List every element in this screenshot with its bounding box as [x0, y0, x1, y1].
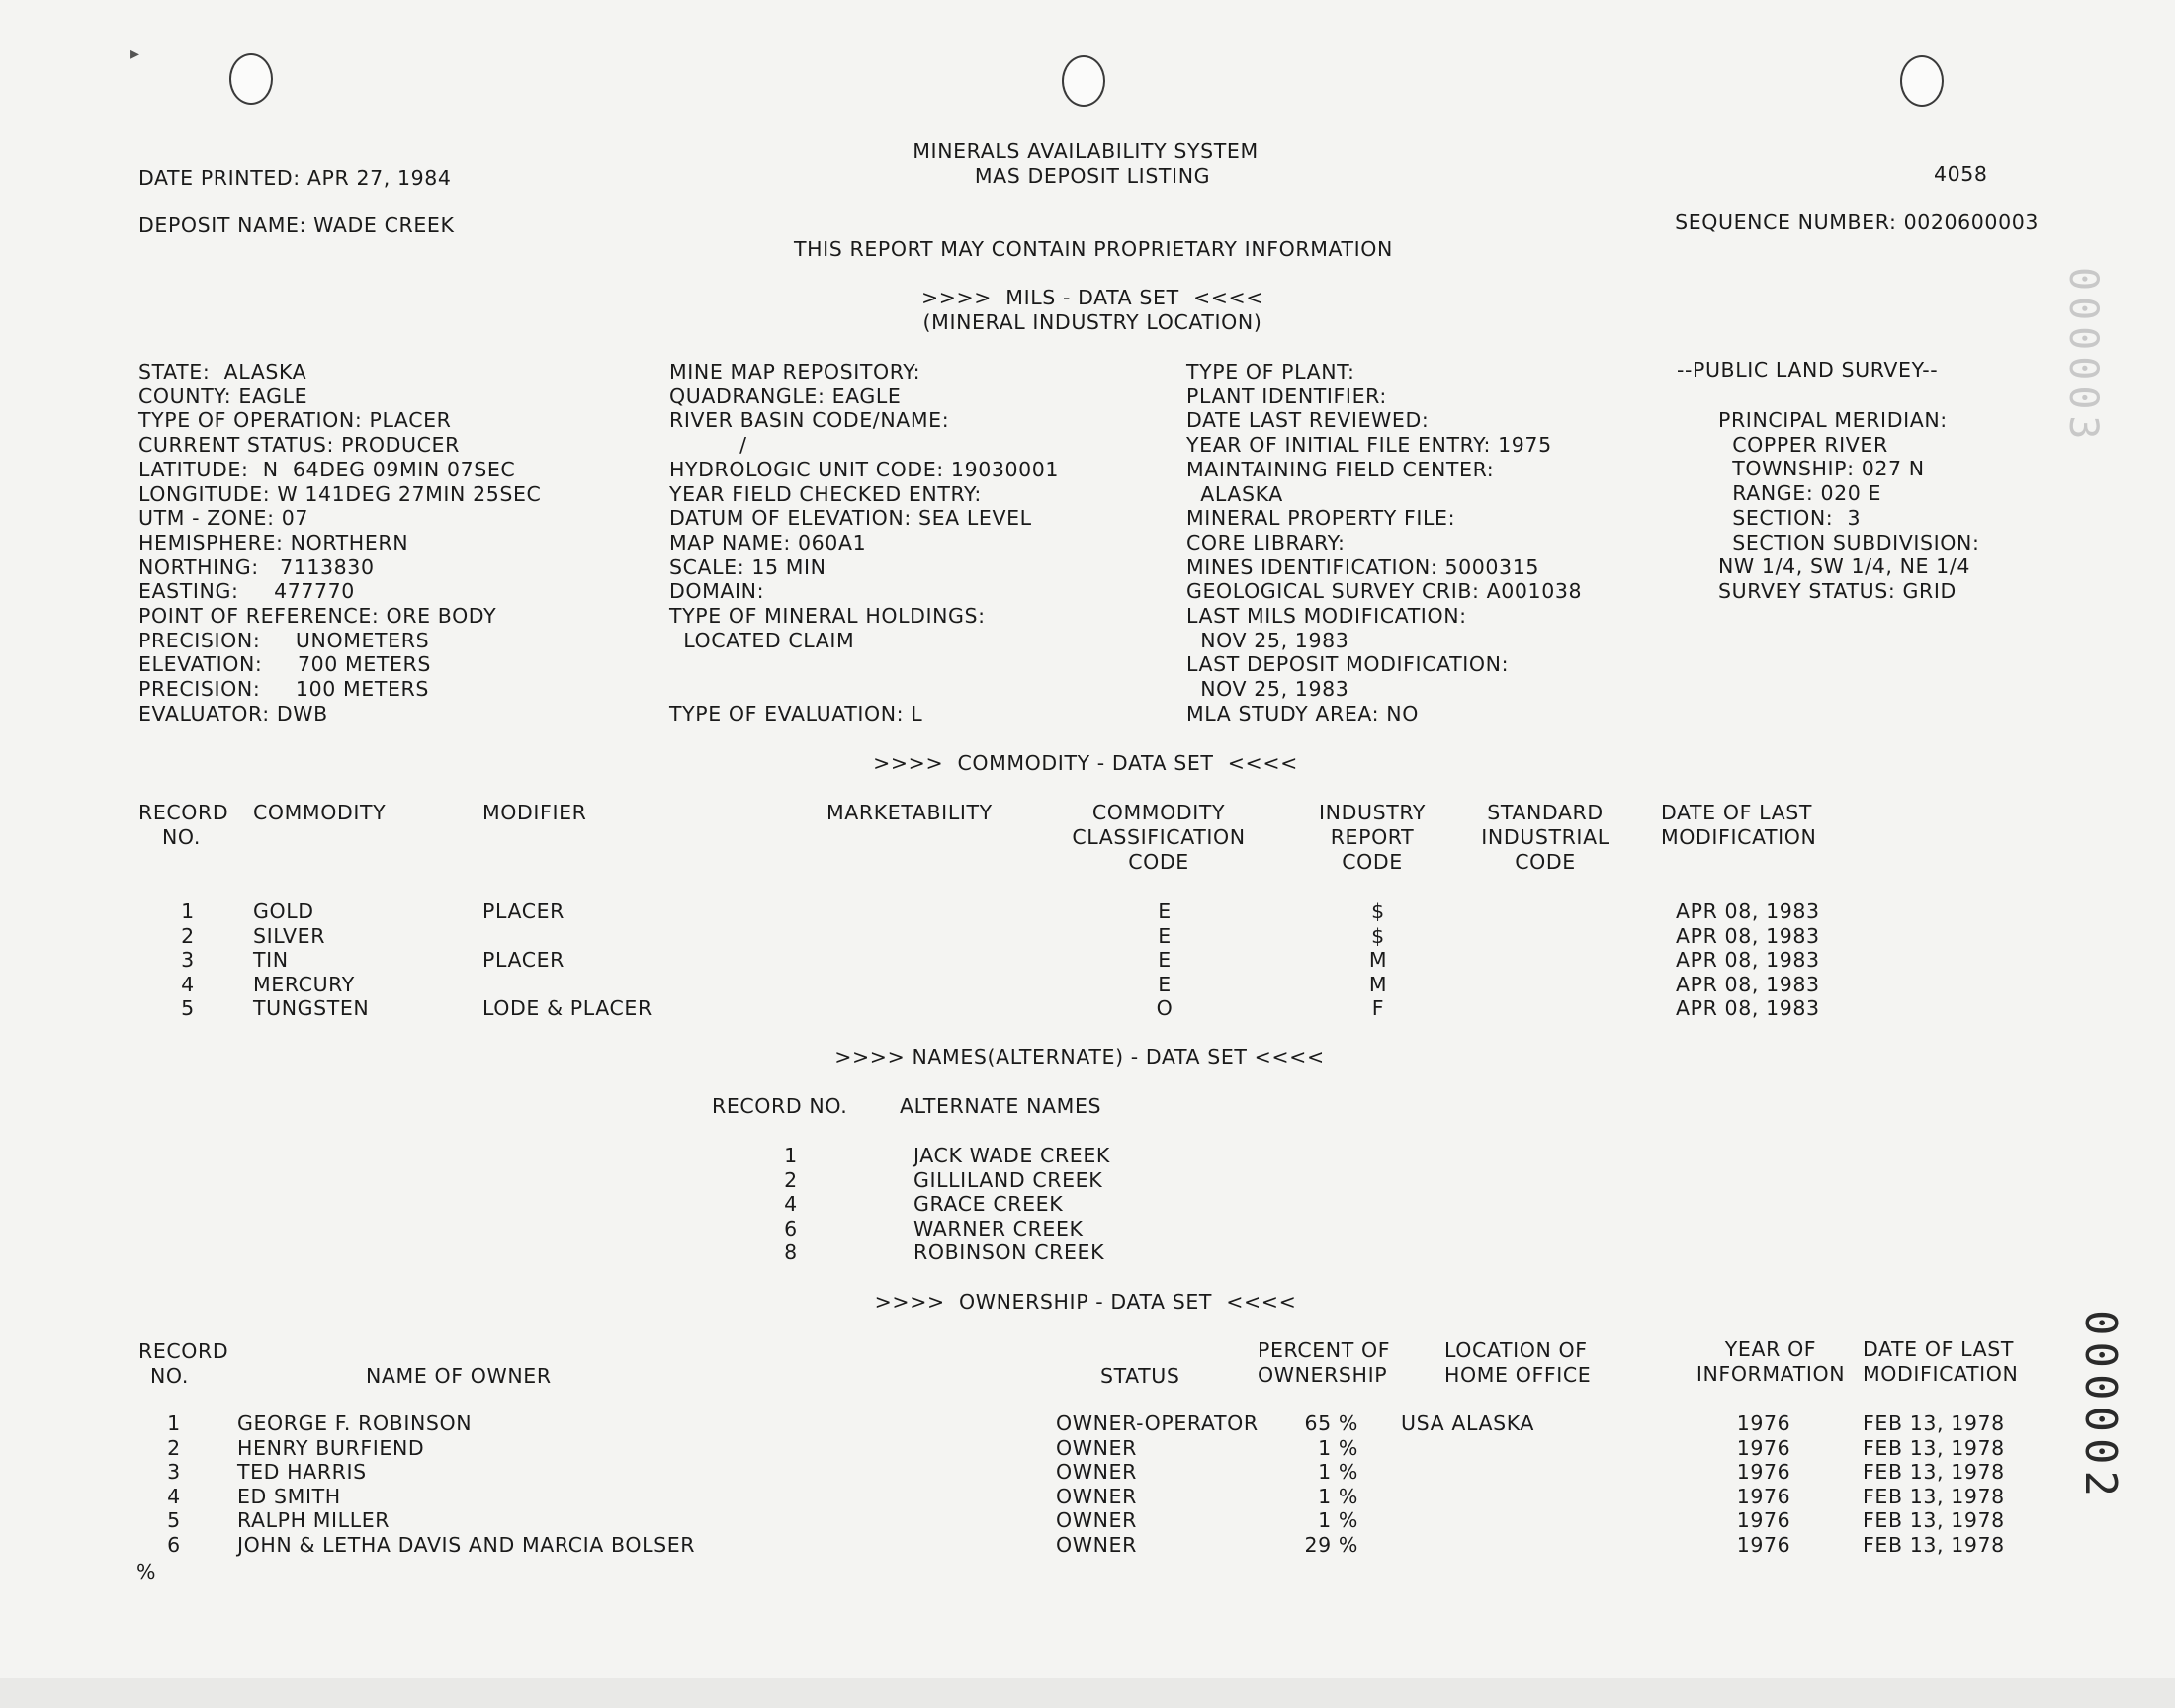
commodity-modified-date: APR 08, 1983 [1676, 924, 1820, 948]
commodity-industry-code: $ [1371, 924, 1385, 948]
commodity-modifier: PLACER [482, 899, 566, 923]
mils-col1-line: COUNTY: EAGLE [138, 384, 308, 408]
scan-speck: ▸ [130, 43, 140, 64]
commodity-modifier: PLACER [482, 948, 566, 972]
mils-col1-line: UTM - ZONE: 07 [138, 506, 309, 530]
ownership-header-status: STATUS [1100, 1364, 1180, 1388]
mils-col2-line: TYPE OF MINERAL HOLDINGS: [669, 604, 986, 628]
mils-col1-line: EASTING: 477770 [138, 579, 355, 603]
owner-info-year: 1976 [1736, 1411, 1791, 1435]
commodity-name: SILVER [253, 924, 326, 948]
ownership-header-record-2: NO. [150, 1364, 189, 1388]
commodity-header-industry-1: INDUSTRY [1319, 801, 1426, 824]
owner-percent: 1 % [1318, 1460, 1358, 1484]
alternate-name: GRACE CREEK [914, 1192, 1064, 1216]
owner-info-year: 1976 [1736, 1533, 1791, 1557]
commodity-name: TIN [253, 948, 289, 972]
page-bottom-edge [0, 1678, 2175, 1708]
mils-col1-line: HEMISPHERE: NORTHERN [138, 531, 409, 555]
owner-percent: 1 % [1318, 1508, 1358, 1532]
owner-percent: 1 % [1318, 1485, 1358, 1508]
commodity-industry-code: M [1368, 948, 1388, 972]
mils-col1-line: LONGITUDE: W 141DEG 27MIN 25SEC [138, 482, 542, 506]
listing-title: MAS DEPOSIT LISTING [974, 164, 1211, 188]
mils-col3-line: NOV 25, 1983 [1186, 677, 1349, 701]
owner-status: OWNER [1056, 1460, 1137, 1484]
commodity-class-code: E [1158, 899, 1172, 923]
commodity-industry-code: F [1371, 996, 1385, 1020]
commodity-record-no: 5 [181, 996, 195, 1020]
ownership-header-year-2: INFORMATION [1696, 1362, 1846, 1386]
alternate-name-record-no: 6 [784, 1217, 798, 1240]
ownership-title: >>>> OWNERSHIP - DATA SET <<<< [874, 1290, 1297, 1314]
commodity-header-class-2: CLASSIFICATION [1072, 825, 1246, 849]
owner-percent: 29 % [1304, 1533, 1358, 1557]
plss-line: SURVEY STATUS: GRID [1718, 579, 1957, 603]
ownership-header-name: NAME OF OWNER [366, 1364, 552, 1388]
commodity-record-no: 1 [181, 899, 195, 923]
commodity-modified-date: APR 08, 1983 [1676, 948, 1820, 972]
owner-record-no: 5 [167, 1508, 181, 1532]
mils-col1-line: EVALUATOR: DWB [138, 702, 328, 726]
deposit-name: DEPOSIT NAME: WADE CREEK [138, 214, 455, 237]
ownership-header-location-1: LOCATION OF [1444, 1338, 1588, 1362]
owner-modified-date: FEB 13, 1978 [1863, 1460, 2005, 1484]
mils-col1-line: LATITUDE: N 64DEG 09MIN 07SEC [138, 458, 516, 481]
owner-record-no: 4 [167, 1485, 181, 1508]
ownership-header-percent-1: PERCENT OF [1258, 1338, 1391, 1362]
owner-modified-date: FEB 13, 1978 [1863, 1411, 2005, 1435]
commodity-record-no: 2 [181, 924, 195, 948]
mils-col3-line: DATE LAST REVIEWED: [1186, 408, 1430, 432]
mils-col3-line: MINERAL PROPERTY FILE: [1186, 506, 1456, 530]
plss-line: RANGE: 020 E [1718, 481, 1882, 505]
commodity-name: MERCURY [253, 973, 355, 996]
commodity-header-modifier: MODIFIER [482, 801, 587, 824]
owner-record-no: 1 [167, 1411, 181, 1435]
plss-line: COPPER RIVER [1718, 433, 1888, 457]
mils-col1-line: PRECISION: UNOMETERS [138, 629, 430, 652]
commodity-header-industry-3: CODE [1342, 850, 1403, 874]
mils-col1-line: PRECISION: 100 METERS [138, 677, 429, 701]
alternate-name: JACK WADE CREEK [914, 1144, 1110, 1167]
sequence-number: SEQUENCE NUMBER: 0020600003 [1675, 211, 2039, 234]
names-header-no: RECORD NO. [712, 1094, 848, 1118]
mils-col3-line: TYPE OF PLANT: [1186, 360, 1355, 384]
mils-col2-line: SCALE: 15 MIN [669, 555, 826, 579]
mils-title: >>>> MILS - DATA SET <<<< [920, 286, 1264, 309]
mils-col1-line: TYPE OF OPERATION: PLACER [138, 408, 452, 432]
commodity-name: GOLD [253, 899, 314, 923]
commodity-header-date-1: DATE OF LAST [1661, 801, 1812, 824]
commodity-class-code: E [1158, 948, 1172, 972]
mils-col3-line: YEAR OF INITIAL FILE ENTRY: 1975 [1186, 433, 1552, 457]
mils-col3-line: LAST DEPOSIT MODIFICATION: [1186, 652, 1510, 676]
ownership-header-date-2: MODIFICATION [1863, 1362, 2019, 1386]
plss-line: NW 1/4, SW 1/4, NE 1/4 [1718, 555, 1970, 578]
owner-name: ED SMITH [237, 1485, 341, 1508]
alternate-name-record-no: 8 [784, 1240, 798, 1264]
mils-col3-line: PLANT IDENTIFIER: [1186, 384, 1387, 408]
alternate-name-record-no: 1 [784, 1144, 798, 1167]
owner-name: GEORGE F. ROBINSON [237, 1411, 473, 1435]
owner-percent: 1 % [1318, 1436, 1358, 1460]
alternate-name-record-no: 4 [784, 1192, 798, 1216]
owner-info-year: 1976 [1736, 1508, 1791, 1532]
mils-col2-line: HYDROLOGIC UNIT CODE: 19030001 [669, 458, 1060, 481]
commodity-header-class-1: COMMODITY [1091, 801, 1226, 824]
alternate-name: GILLILAND CREEK [914, 1168, 1103, 1192]
owner-modified-date: FEB 13, 1978 [1863, 1533, 2005, 1557]
owner-modified-date: FEB 13, 1978 [1863, 1508, 2005, 1532]
ownership-header-location-2: HOME OFFICE [1444, 1363, 1592, 1387]
owner-record-no: 3 [167, 1460, 181, 1484]
mils-col3-line: LAST MILS MODIFICATION: [1186, 604, 1467, 628]
owner-status: OWNER [1056, 1533, 1137, 1557]
plss-line: TOWNSHIP: 027 N [1718, 457, 1925, 480]
commodity-header-sic-2: INDUSTRIAL [1481, 825, 1610, 849]
commodity-title: >>>> COMMODITY - DATA SET <<<< [873, 751, 1298, 775]
commodity-modifier: LODE & PLACER [482, 996, 652, 1020]
footer-mark: % [136, 1560, 157, 1583]
plss-title: --PUBLIC LAND SURVEY-- [1677, 358, 1939, 382]
owner-info-year: 1976 [1736, 1460, 1791, 1484]
mils-col2-line: RIVER BASIN CODE/NAME: [669, 408, 950, 432]
commodity-name: TUNGSTEN [253, 996, 370, 1020]
mils-col3-line: ALASKA [1186, 482, 1283, 506]
mils-col2-line: TYPE OF EVALUATION: L [669, 702, 923, 726]
commodity-header-industry-2: REPORT [1330, 825, 1415, 849]
owner-modified-date: FEB 13, 1978 [1863, 1485, 2005, 1508]
commodity-class-code: E [1158, 924, 1172, 948]
commodity-class-code: O [1156, 996, 1174, 1020]
mils-col2-line: MINE MAP REPOSITORY: [669, 360, 921, 384]
ownership-header-record-1: RECORD [138, 1339, 229, 1363]
punch-hole-right [1900, 55, 1944, 107]
owner-info-year: 1976 [1736, 1485, 1791, 1508]
commodity-header-commodity: COMMODITY [253, 801, 387, 824]
ownership-header-percent-2: OWNERSHIP [1258, 1363, 1388, 1387]
plss-line: SECTION SUBDIVISION: [1718, 531, 1980, 555]
names-header-name: ALTERNATE NAMES [900, 1094, 1102, 1118]
owner-status: OWNER [1056, 1436, 1137, 1460]
commodity-modified-date: APR 08, 1983 [1676, 899, 1820, 923]
commodity-header-sic-1: STANDARD [1487, 801, 1604, 824]
ownership-header-date-1: DATE OF LAST [1863, 1337, 2014, 1361]
owner-record-no: 2 [167, 1436, 181, 1460]
mils-col1-line: ELEVATION: 700 METERS [138, 652, 432, 676]
mils-col3-line: MAINTAINING FIELD CENTER: [1186, 458, 1495, 481]
mils-col2-line: QUADRANGLE: EAGLE [669, 384, 902, 408]
mils-col2-line: LOCATED CLAIM [669, 629, 855, 652]
plss-line: PRINCIPAL MERIDIAN: [1718, 408, 1948, 432]
owner-record-no: 6 [167, 1533, 181, 1557]
commodity-class-code: E [1158, 973, 1172, 996]
mils-col1-line: CURRENT STATUS: PRODUCER [138, 433, 460, 457]
punch-hole-center [1062, 55, 1105, 107]
commodity-record-no: 3 [181, 948, 195, 972]
mils-col1-line: STATE: ALASKA [138, 360, 307, 384]
mils-col3-line: MINES IDENTIFICATION: 5000315 [1186, 555, 1539, 579]
mils-col3-line: GEOLOGICAL SURVEY CRIB: A001038 [1186, 579, 1583, 603]
names-title: >>>> NAMES(ALTERNATE) - DATA SET <<<< [834, 1045, 1325, 1068]
mils-col2-line: DATUM OF ELEVATION: SEA LEVEL [669, 506, 1032, 530]
owner-modified-date: FEB 13, 1978 [1863, 1436, 2005, 1460]
commodity-header-record-2: NO. [162, 825, 201, 849]
ownership-header-year-1: YEAR OF [1724, 1337, 1817, 1361]
stamp-page-number-upper: 000003 [2060, 267, 2106, 446]
plss-line: SECTION: 3 [1718, 506, 1862, 530]
proprietary-notice: THIS REPORT MAY CONTAIN PROPRIETARY INFORMATION [794, 237, 1393, 261]
commodity-header-date-2: MODIFICATION [1661, 825, 1817, 849]
mils-col2-line: DOMAIN: [669, 579, 765, 603]
mils-col2-line: YEAR FIELD CHECKED ENTRY: [669, 482, 982, 506]
owner-status: OWNER-OPERATOR [1056, 1411, 1259, 1435]
owner-status: OWNER [1056, 1508, 1137, 1532]
mils-col3-line: NOV 25, 1983 [1186, 629, 1349, 652]
mils-col2-line: MAP NAME: 060A1 [669, 531, 867, 555]
mils-col3-line: CORE LIBRARY: [1186, 531, 1346, 555]
commodity-modified-date: APR 08, 1983 [1676, 996, 1820, 1020]
owner-status: OWNER [1056, 1485, 1137, 1508]
owner-home-office: USA ALASKA [1401, 1411, 1534, 1435]
commodity-modified-date: APR 08, 1983 [1676, 973, 1820, 996]
commodity-header-class-3: CODE [1128, 850, 1189, 874]
system-title: MINERALS AVAILABILITY SYSTEM [913, 139, 1259, 163]
alternate-name: WARNER CREEK [914, 1217, 1084, 1240]
commodity-header-sic-3: CODE [1515, 850, 1576, 874]
owner-info-year: 1976 [1736, 1436, 1791, 1460]
owner-name: JOHN & LETHA DAVIS AND MARCIA BOLSER [237, 1533, 696, 1557]
commodity-industry-code: $ [1371, 899, 1385, 923]
owner-name: RALPH MILLER [237, 1508, 391, 1532]
mils-subtitle: (MINERAL INDUSTRY LOCATION) [922, 310, 1262, 334]
commodity-header-marketability: MARKETABILITY [826, 801, 993, 824]
owner-percent: 65 % [1304, 1411, 1358, 1435]
mils-col3-line: MLA STUDY AREA: NO [1186, 702, 1419, 726]
commodity-industry-code: M [1368, 973, 1388, 996]
owner-name: TED HARRIS [237, 1460, 367, 1484]
stamp-page-number-lower: 000002 [2075, 1310, 2126, 1502]
commodity-record-no: 4 [181, 973, 195, 996]
commodity-header-record-1: RECORD [138, 801, 229, 824]
page-number: 4058 [1934, 162, 1988, 186]
mils-col1-line: POINT OF REFERENCE: ORE BODY [138, 604, 497, 628]
owner-name: HENRY BURFIEND [237, 1436, 425, 1460]
alternate-name-record-no: 2 [784, 1168, 798, 1192]
mils-col1-line: NORTHING: 7113830 [138, 555, 375, 579]
alternate-name: ROBINSON CREEK [914, 1240, 1105, 1264]
mils-col2-line: / [669, 433, 747, 457]
punch-hole-left [229, 53, 273, 105]
date-printed: DATE PRINTED: APR 27, 1984 [138, 166, 452, 190]
